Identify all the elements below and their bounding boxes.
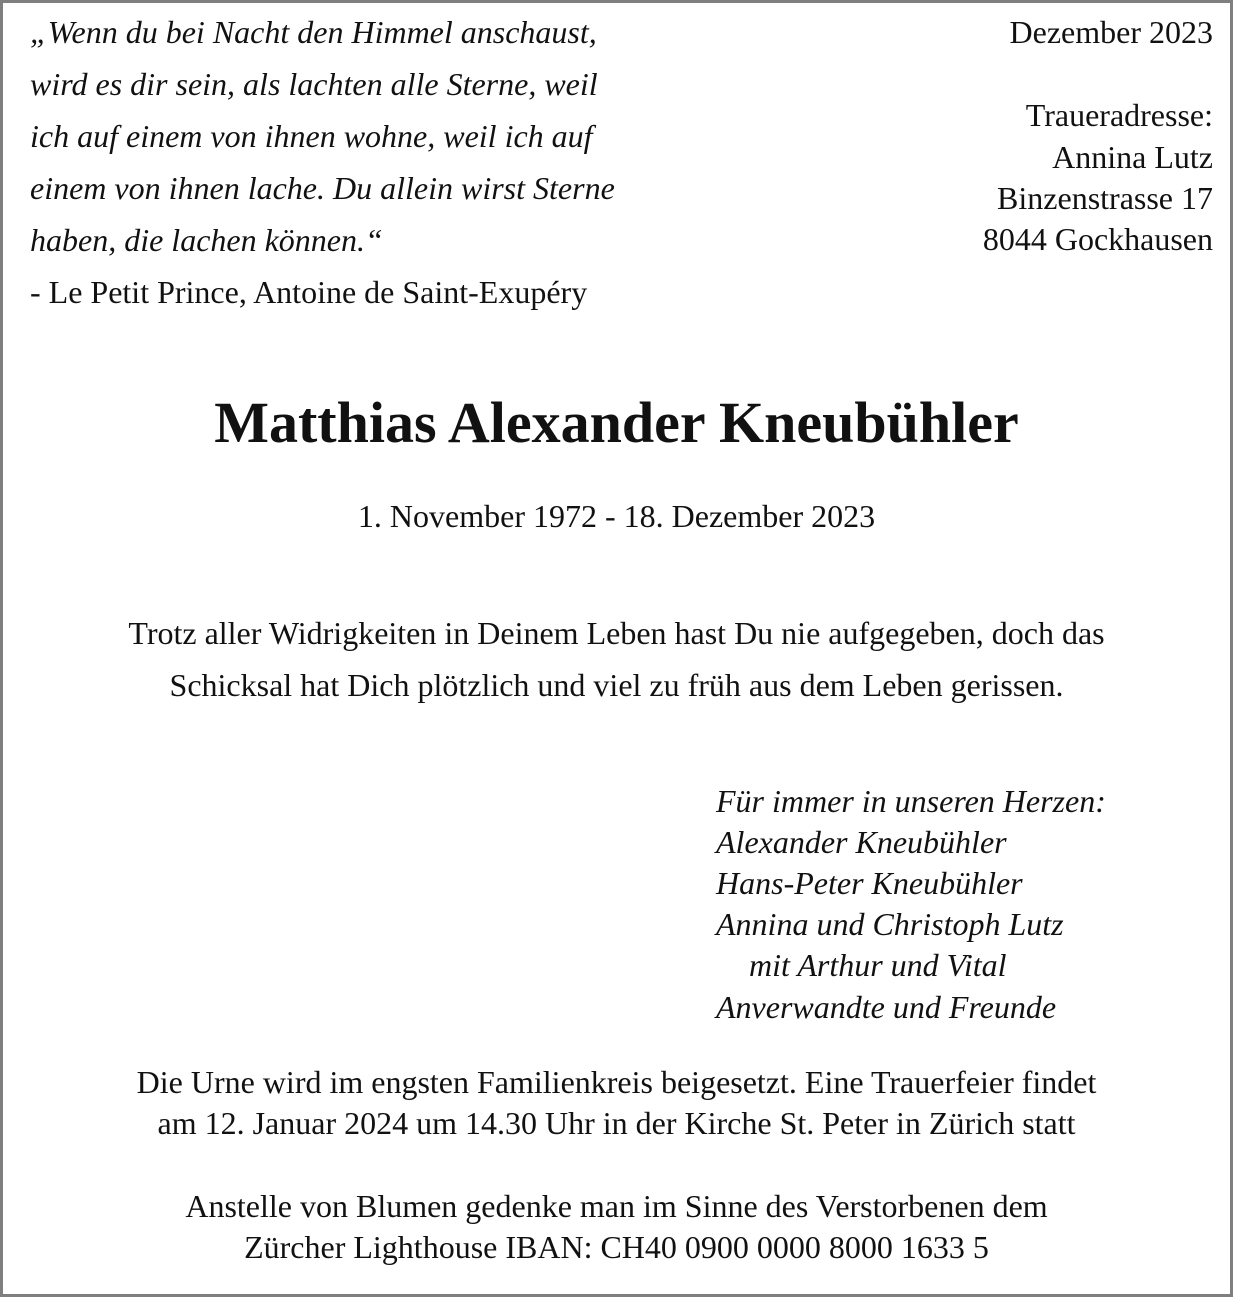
- mourner-name: Anverwandte und Freunde: [716, 989, 1057, 1025]
- ceremony-line: Die Urne wird im engsten Familienkreis beigesetzt. Eine Trauerfeier findet: [136, 1064, 1097, 1100]
- donation-line: Zürcher Lighthouse IBAN: CH40 0900 0000 8000 1633 5: [244, 1229, 989, 1265]
- notice-date: Dezember 2023: [1009, 14, 1213, 50]
- life-dates: 1. November 1972 - 18. Dezember 2023: [357, 498, 876, 534]
- deceased-name: Matthias Alexander Kneubühler: [214, 390, 1019, 455]
- quote-attribution: - Le Petit Prince, Antoine de Saint-Exupéry: [30, 274, 588, 310]
- mourner-name: mit Arthur und Vital: [749, 947, 1007, 983]
- ceremony-line: am 12. Januar 2024 um 14.30 Uhr in der Kirche St. Peter in Zürich statt: [157, 1105, 1076, 1141]
- donation-line: Anstelle von Blumen gedenke man im Sinne des Verstorbenen dem: [185, 1188, 1048, 1224]
- quote-line: einem von ihnen lache. Du allein wirst Sterne: [30, 170, 615, 206]
- address-label: Traueradresse:: [1025, 97, 1213, 133]
- mourner-name: Annina und Christoph Lutz: [716, 906, 1064, 942]
- mourners-heading: Für immer in unseren Herzen:: [716, 783, 1106, 819]
- address-line: 8044 Gockhausen: [982, 221, 1213, 257]
- mourner-name: Alexander Kneubühler: [716, 824, 1007, 860]
- address-line: Binzenstrasse 17: [997, 180, 1213, 216]
- quote-line: ich auf einem von ihnen wohne, weil ich auf: [30, 118, 593, 154]
- mourner-name: Hans-Peter Kneubühler: [716, 865, 1023, 901]
- quote-line: „Wenn du bei Nacht den Himmel anschaust,: [30, 14, 597, 50]
- quote-line: haben, die lachen können.“: [30, 222, 383, 258]
- address-line: Annina Lutz: [1052, 139, 1213, 175]
- message-line: Schicksal hat Dich plötzlich und viel zu früh aus dem Leben gerissen.: [169, 667, 1064, 703]
- quote-line: wird es dir sein, als lachten alle Sterne, weil: [30, 66, 598, 102]
- message-line: Trotz aller Widrigkeiten in Deinem Leben hast Du nie aufgegeben, doch das: [128, 615, 1105, 651]
